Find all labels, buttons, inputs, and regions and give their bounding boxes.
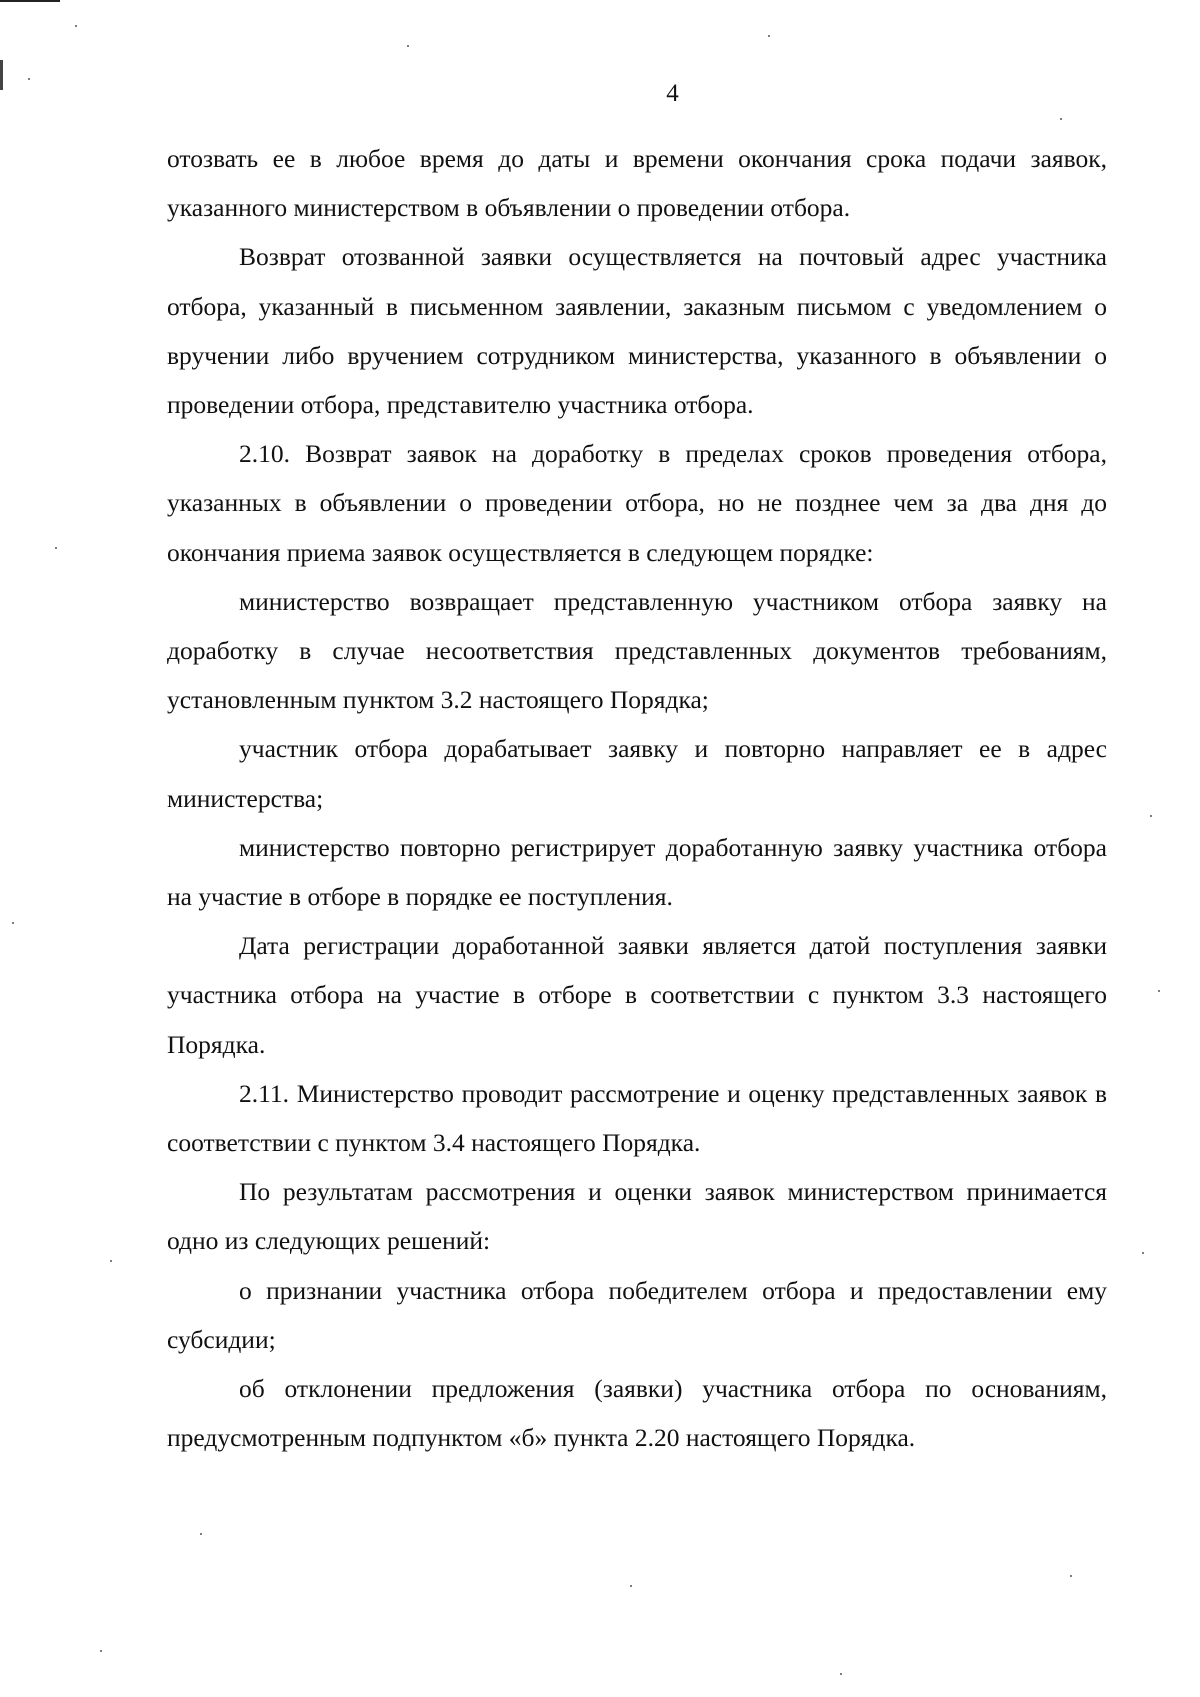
scan-speck (55, 547, 57, 549)
scan-speck (75, 25, 77, 27)
paragraph: о признании участника отбора победителем отбора и предоставлении ему субсидии; (167, 1275, 1107, 1354)
scan-speck (840, 1673, 842, 1675)
scan-speck (12, 922, 14, 924)
paragraph: 2.10. Возврат заявок на доработку в пределах сроков проведения отбора, указанных в объявлении о проведении отбора, но не позднее чем за два дня до окончания приема заявок осуществляется в следующем порядке: (167, 439, 1107, 567)
paragraph: Возврат отозванной заявки осуществляется на почтовый адрес участника отбора, указанный в письменном заявлении, заказным письмом с уведомлением о вручении либо вручением сотрудником министерства, указанного в объявлении о проведении отбора, представителю участника отбора. (167, 242, 1107, 420)
paragraph: 2.11. Министерство проводит рассмотрение и оценку представленных заявок в соответствии с пунктом 3.4 настоящего Порядка. (167, 1078, 1107, 1158)
scan-speck (768, 35, 770, 37)
scan-speck (630, 1585, 632, 1587)
scan-speck (1070, 1575, 1072, 1577)
paragraph: министерство возвращает представленную участником отбора заявку на доработку в случае несоответствия представленных документов требованиям, установленным пунктом 3.2 настоящего Порядка; (167, 586, 1107, 715)
paragraph: Дата регистрации доработанной заявки является датой поступления заявки участника отбора на участие в отборе в соответствии с пунктом 3.3 настоящего Порядка. (167, 931, 1107, 1059)
paragraph: об отклонении предложения (заявки) участника отбора по основаниям, предусмотренным подпунктом «б» пункта 2.20 настоящего Порядка. (167, 1374, 1107, 1453)
paragraph: министерство повторно регистрирует доработанную заявку участника отбора на участие в отборе в порядке ее поступления. (167, 832, 1107, 912)
scan-speck (200, 1533, 202, 1535)
scan-speck (100, 1650, 102, 1652)
page-number: 4 (666, 80, 679, 107)
scan-speck (407, 45, 409, 47)
paragraph: По результатам рассмотрения и оценки заявок министерством принимается одно из следующих решений: (167, 1177, 1107, 1256)
scan-speck (1158, 990, 1160, 992)
scan-speck (1060, 118, 1062, 120)
document-body (167, 134, 1107, 1462)
scan-speck (1142, 1252, 1144, 1254)
scan-speck (110, 1260, 112, 1262)
paragraph: участник отбора дорабатывает заявку и повторно направляет ее в адрес министерства; (167, 734, 1107, 813)
scan-speck (1150, 815, 1152, 817)
scan-corner-mark (0, 0, 60, 2)
paragraph: отозвать ее в любое время до даты и времени окончания срока подачи заявок, указанного министерством в объявлении о проведении отбора. (167, 144, 1107, 223)
